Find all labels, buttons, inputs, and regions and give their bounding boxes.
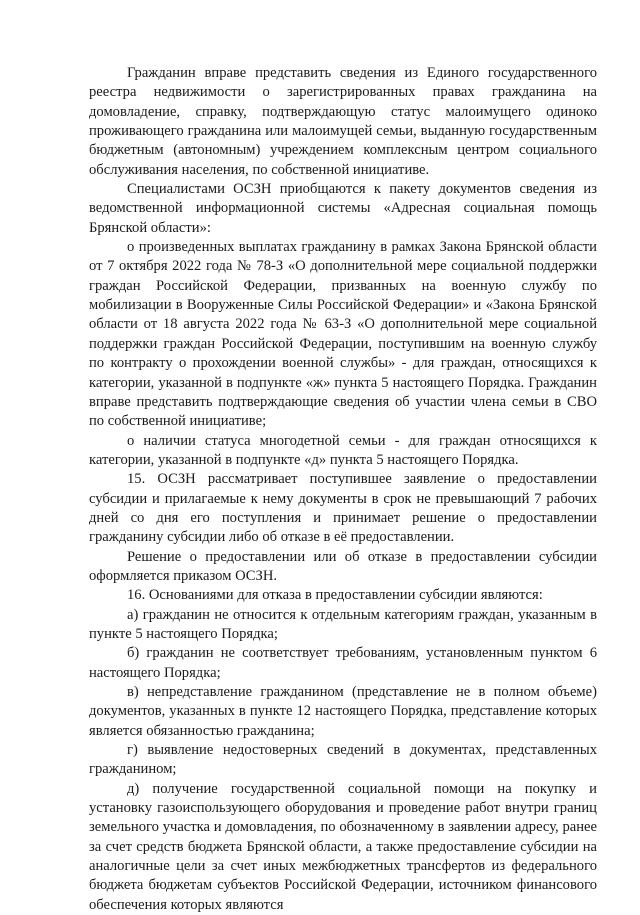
paragraph-egrn-info: Гражданин вправе представить сведения из Единого государственного реестра недвижимости о зарегистрированных правах гражданина на домовладение, справку, подтверждающую статус малоимущего одиноко проживающего гражданина или малоимущей семьи, выданную государственным бюджетным (автономным) учреждением комплексным центром социального обслуживания населения, по собственной инициативе. xyxy=(89,65,597,178)
paragraph-large-family-status: о наличии статуса многодетной семьи - для граждан относящихся к категории, указанной в подпункте «д» пункта 5 настоящего Порядка. xyxy=(89,432,597,468)
paragraph-payments-info: о произведенных выплатах гражданину в рамках Закона Брянской области от 7 октября 2022 года № 78-З «О дополнительной мере социальной поддержки граждан Российской Федерации, призванных на военную службу по мобилизации в Вооруженные Силы Российской Федерации» и «Закона Брянской области от 18 августа 2022 года № 63-З «О дополнительной мере социальной поддержки граждан Российской Федерации, поступившим на военную службу по контракту о прохождении военной службы» - для граждан, относящихся к категории, указанной в подпункте «ж» пункта 5 настоящего Порядка. Гражданин вправе представить подтверждающие сведения об участии члена семьи в СВО по собственной инициативе; xyxy=(89,239,597,430)
paragraph-item-15: 15. ОСЗН рассматривает поступившее заявление о предоставлении субсидии и прилагаемые к нему документы в срок не превышающий 7 рабочих дней со дня его поступления и принимает решение о предоставлении гражданину субсидии либо об отказе в её предоставлении. xyxy=(89,471,597,546)
paragraph-item-16-d: д) получение государственной социальной помощи на покупку и установку газоиспользующего оборудования и проведение работ внутри границ земельного участка и домовладения, по обозначенному в заявлении адресу, ранее за счет средств бюджета Брянской области, а также предоставление субсидии на аналогичные цели за счет иных межбюджетных трансфертов из федерального бюджета бюджетам субъектов Российской Федерации, источником финансового обеспечения которых являются xyxy=(89,780,597,913)
document-body xyxy=(89,64,597,915)
paragraph-item-16-a: а) гражданин не относится к отдельным категориям граждан, указанным в пункте 5 настоящего Порядка; xyxy=(89,606,597,642)
paragraph-item-16-g: г) выявление недостоверных сведений в документах, представленных гражданином; xyxy=(89,742,597,778)
paragraph-oszn-attachments: Специалистами ОСЗН приобщаются к пакету документов сведения из ведомственной информационной системы «Адресная социальная помощь Брянской области»: xyxy=(89,181,597,236)
paragraph-item-16-b: б) гражданин не соответствует требованиям, установленным пунктом 6 настоящего Порядка; xyxy=(89,645,597,681)
paragraph-item-16-v: в) непредставление гражданином (представление не в полном объеме) документов, указанных в пункте 12 настоящего Порядка, представление которых является обязанностью гражданина; xyxy=(89,684,597,739)
paragraph-decision-order: Решение о предоставлении или об отказе в предоставлении субсидии оформляется приказом ОСЗН. xyxy=(89,548,597,584)
paragraph-item-16: 16. Основаниями для отказа в предоставлении субсидии являются: xyxy=(127,587,543,604)
